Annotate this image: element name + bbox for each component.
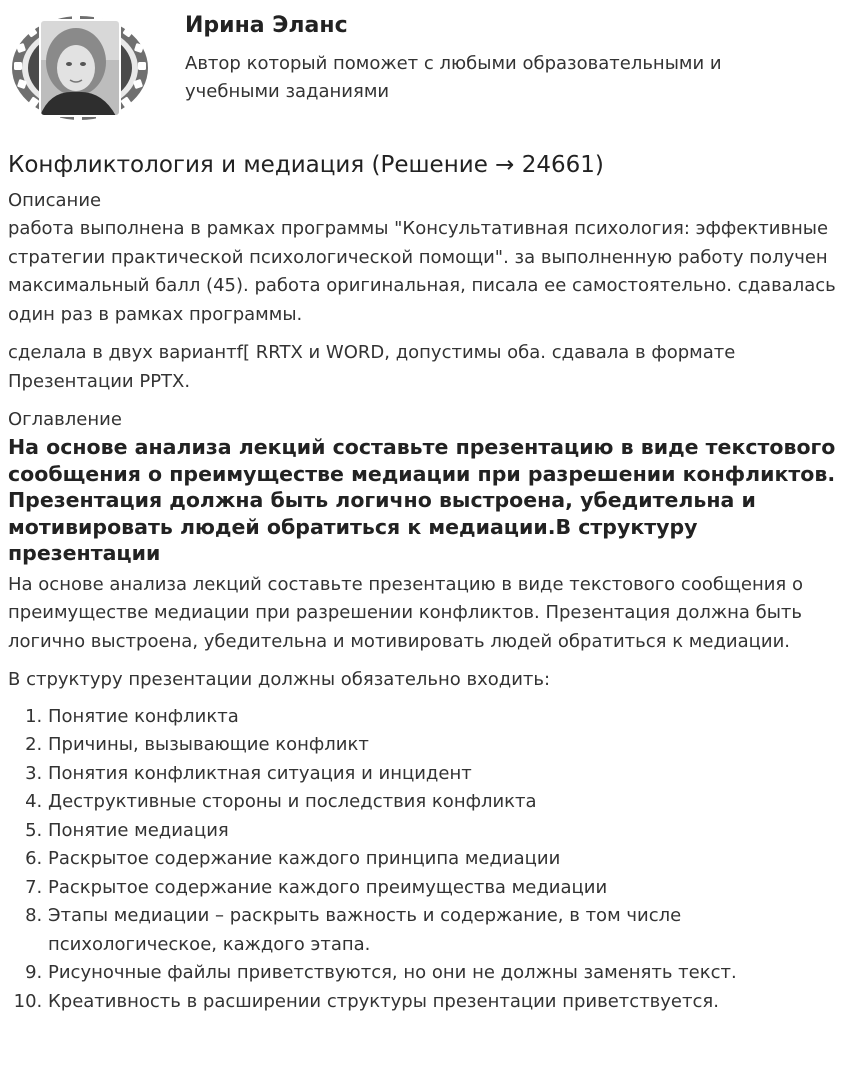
avatar[interactable] <box>6 6 154 130</box>
description-label: Описание <box>8 190 102 211</box>
task-paragraph: На основе анализа лекций составьте презентацию в виде текстового сообщения о преимуществе медиации при разрешении конфликтов. Презентация должна быть логично выстроена, убедительна и мотивировать людей обратиться к медиации. <box>8 573 803 652</box>
page-title: Конфликтология и медиация (Решение → 24661) <box>8 152 604 178</box>
description-paragraph: работа выполнена в рамках программы "Консультативная психология: эффективные стратегии практической психологической помощи". за выполненную работу получен максимальный балл (45). работа оригинальная, писала ее самостоятельно. сдавалась один раз в рамках программы. <box>8 218 836 325</box>
list-item: 10. Креативность в расширении структуры презентации приветствуется. <box>48 988 838 1017</box>
toc-heading: На основе анализа лекций составьте презентацию в виде текстового сообщения о преимуществе медиации при разрешении конфликтов. Презентация должна быть логично выстроена, убедительна и мотивировать людей обратиться к медиации.В структуру презентации <box>8 435 836 565</box>
structure-list <box>8 703 838 1017</box>
main-content <box>8 187 838 1016</box>
list-item: 6. Раскрытое содержание каждого принципа медиации <box>48 845 838 874</box>
list-item: 2. Причины, вызывающие конфликт <box>48 731 838 760</box>
list-item: 4. Деструктивные стороны и последствия конфликта <box>48 788 838 817</box>
list-item: 1. Понятие конфликта <box>48 703 838 732</box>
author-description: Автор который поможет с любыми образовательными и учебными заданиями <box>185 53 722 102</box>
structure-intro: В структуру презентации должны обязательно входить: <box>8 669 551 690</box>
list-item: 3. Понятия конфликтная ситуация и инцидент <box>48 760 838 789</box>
list-item: 9. Рисуночные файлы приветствуются, но они не должны заменять текст. <box>48 959 838 988</box>
description-paragraph-formats: сделала в двух вариантf[ RRTX и WORD, допустимы оба. сдавала в формате Презентации PPTX. <box>8 342 736 392</box>
author-card <box>0 0 847 140</box>
author-name[interactable]: Ирина Эланс <box>185 13 348 38</box>
toc-label: Оглавление <box>8 409 122 430</box>
list-item: 7. Раскрытое содержание каждого преимущества медиации <box>48 874 838 903</box>
list-item: 5. Понятие медиация <box>48 817 838 846</box>
list-item: 8. Этапы медиации – раскрыть важность и содержание, в том числе психологическое, каждого этапа. <box>48 902 838 959</box>
